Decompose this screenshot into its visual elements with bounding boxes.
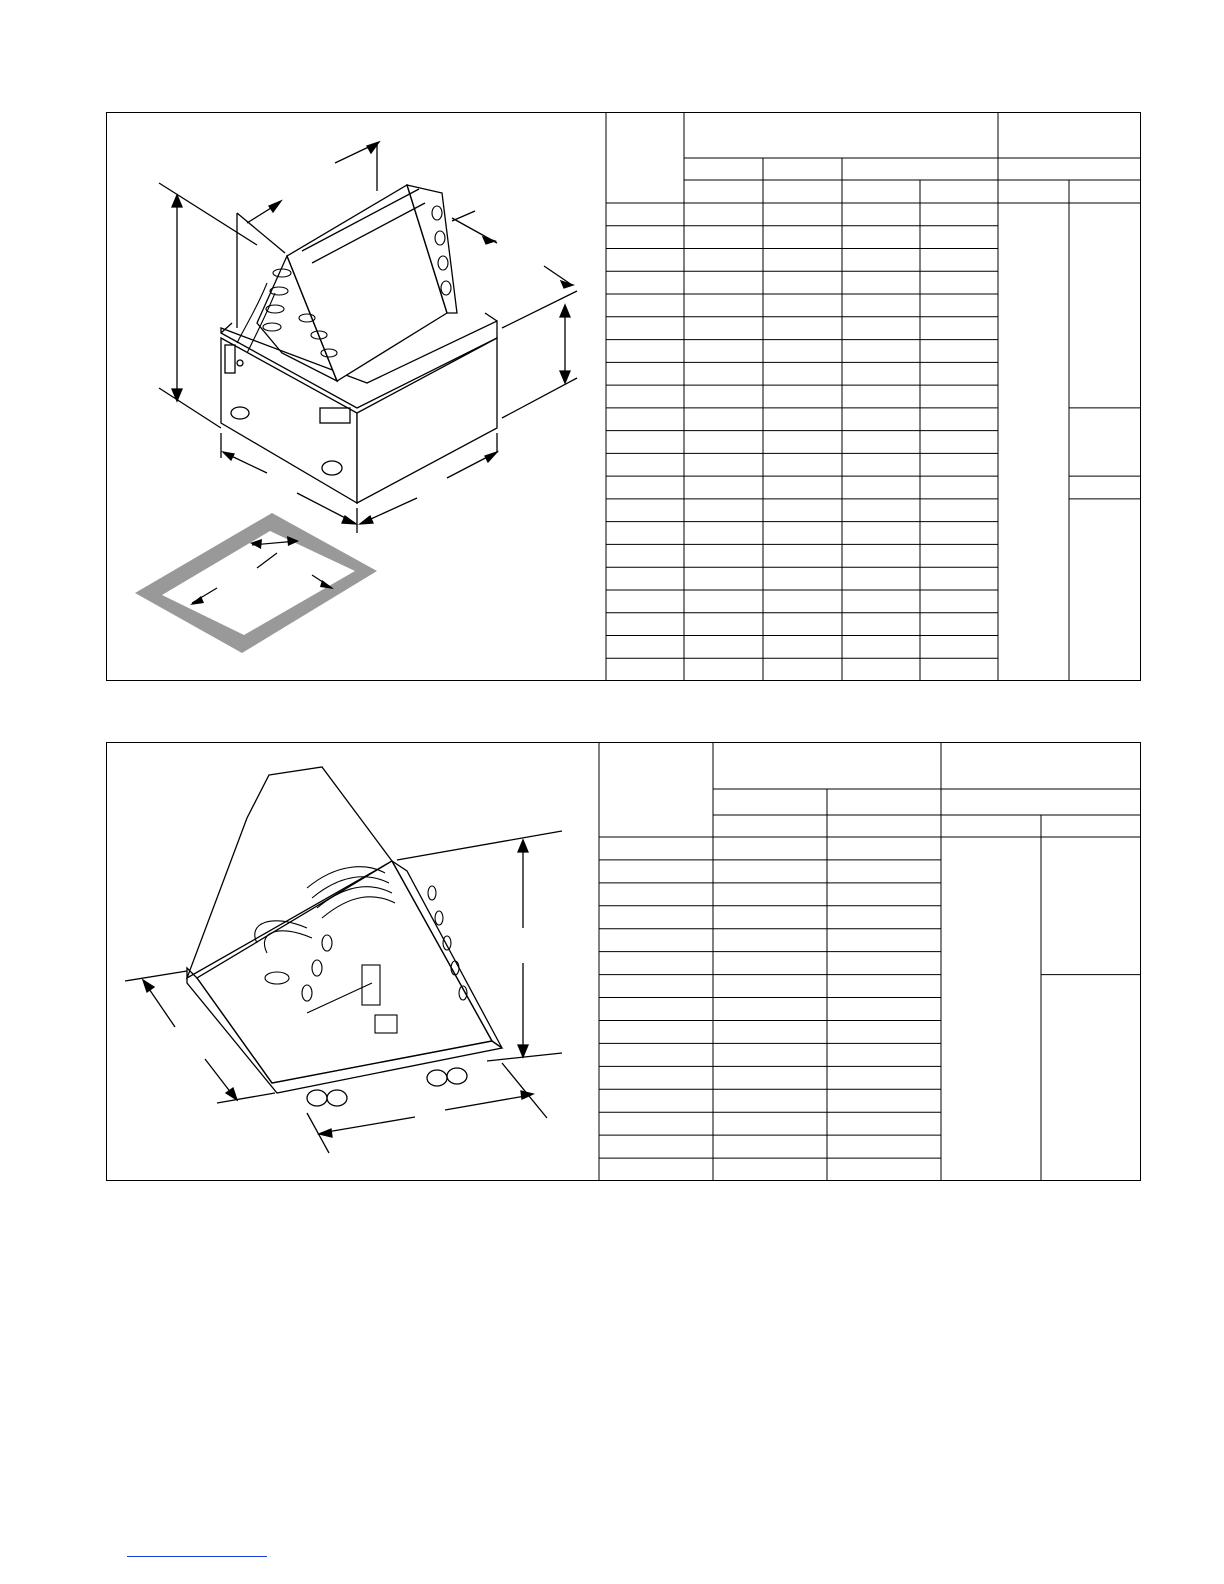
- uncased-coil-dimension-table: [107, 743, 1142, 1182]
- cased-coil-panel: [106, 112, 1141, 681]
- uncased-coil-panel: [106, 742, 1141, 1181]
- footer-link-rule: [127, 1556, 267, 1557]
- cased-coil-dimension-table: [107, 113, 1142, 682]
